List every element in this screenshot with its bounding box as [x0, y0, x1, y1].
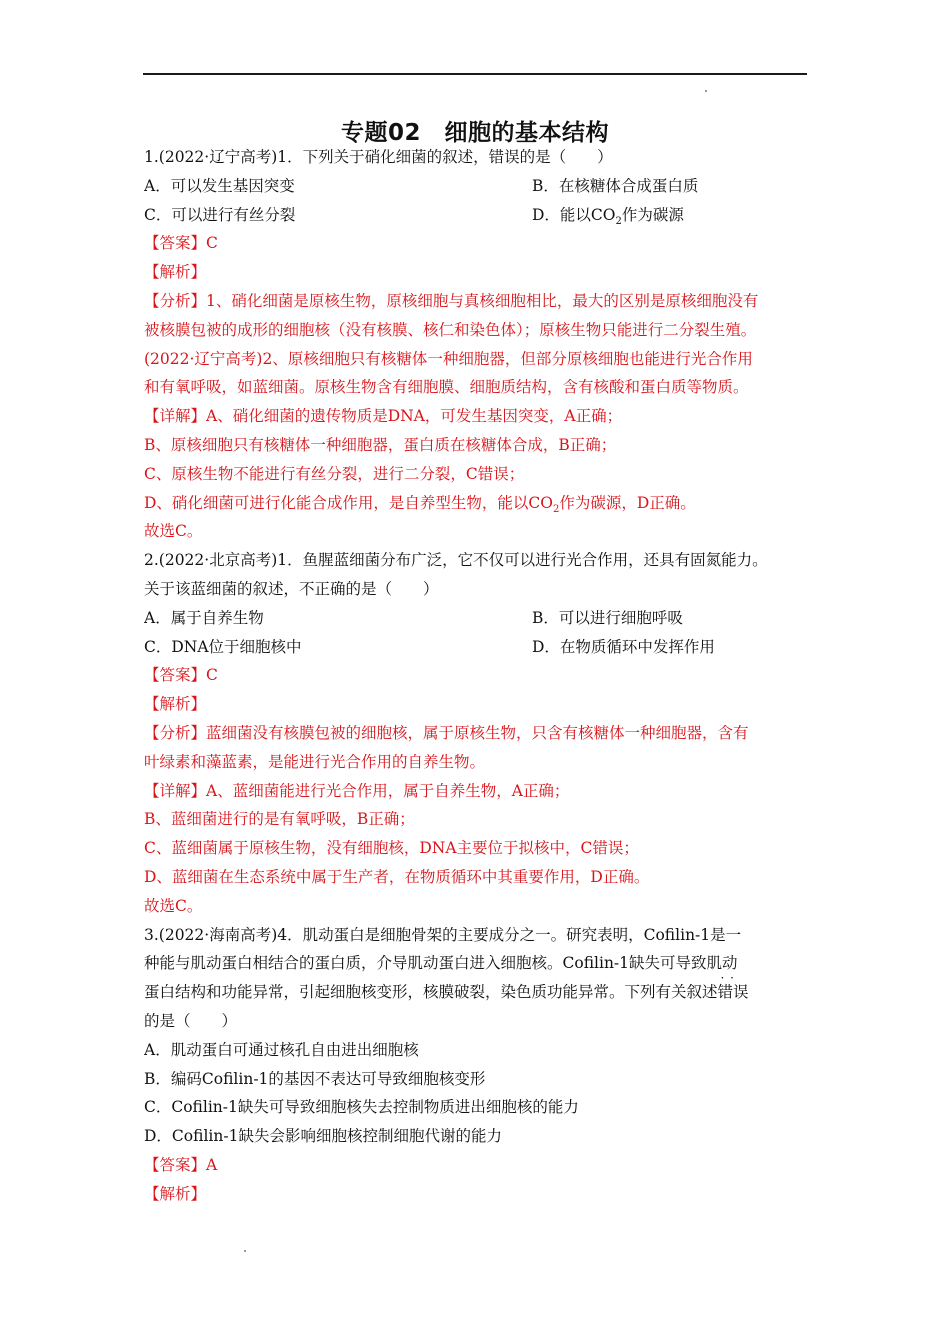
- q2-answer: 【答案】C: [144, 666, 218, 685]
- q3-stem-line-3: 蛋白结构和功能异常，引起细胞核变形，核膜破裂，染色质功能异常。下列有关叙述· · 错误: [144, 978, 809, 1007]
- q2-analysis-line: D、蓝细菌在生态系统中属于生产者，在物质循环中其重要作用，D正确。: [144, 867, 650, 886]
- q3-option-b: B．编码Cofilin-1的基因不表达可导致细胞核变形: [144, 1069, 486, 1088]
- q1-answer: 【答案】C: [144, 234, 218, 253]
- q1-analysis-label: 【解析】: [144, 263, 207, 282]
- q2-analysis-line: 叶绿素和藻蓝素，是能进行光合作用的自养生物。: [144, 752, 486, 771]
- q1-option-a: A．可以发生基因突变: [144, 176, 295, 195]
- q2-analysis-line: B、蓝细菌进行的是有氧呼吸，B正确；: [144, 810, 415, 829]
- q1-option-d: D．能以$CO_2$作为碳源: [532, 205, 684, 227]
- q1-analysis-line: C、原核生物不能进行有丝分裂，进行二分裂，C错误；: [144, 464, 525, 483]
- q1-options-row-2: [144, 201, 809, 230]
- speck-mark: [244, 1250, 246, 1252]
- q2-analysis-label: 【解析】: [144, 695, 207, 714]
- q2-option-a: A．属于自养生物: [144, 608, 264, 627]
- q2-analysis-line: 【分析】蓝细菌没有核膜包被的细胞核，属于原核生物，只含有核糖体一种细胞器，含有: [144, 723, 749, 742]
- q1-analysis-line: 【详解】A、硝化细菌的遗传物质是DNA，可发生基因突变，A正确；: [144, 407, 623, 426]
- q3-analysis-label: 【解析】: [144, 1184, 207, 1203]
- q1-detail-d: D、硝化细菌可进行化能合成作用，是自养型生物，能以$CO_2$作为碳源，D正确。: [144, 493, 696, 515]
- q1-analysis-line: 被核膜包被的成形的细胞核（没有核膜、核仁和染色体）；原核生物只能进行二分裂生殖。: [144, 320, 757, 339]
- q2-stem-line-1: 2.(2022·北京高考)1．鱼腥蓝细菌分布广泛，它不仅可以进行光合作用，还具有固氮能力。: [144, 551, 768, 570]
- q2-analysis-line: C、蓝细菌属于原核生物，没有细胞核，DNA主要位于拟核中，C错误；: [144, 839, 639, 858]
- q1-option-c: C．可以进行有丝分裂: [144, 205, 296, 224]
- q1-conclusion: 故选C。: [144, 522, 203, 541]
- q1-analysis-line: 【分析】1、硝化细菌是原核生物，原核细胞与真核细胞相比，最大的区别是原核细胞没有: [144, 291, 759, 310]
- emphasis-dots: · · 错误: [718, 978, 749, 1007]
- q3-stem-line-4: 的是（ ）: [144, 1011, 238, 1030]
- q1-option-b: B．在核糖体合成蛋白质: [532, 176, 699, 195]
- q2-option-d: D．在物质循环中发挥作用: [532, 637, 715, 656]
- document-body: [144, 143, 809, 1208]
- q2-options-row-2: [144, 633, 809, 662]
- q2-conclusion: 故选C。: [144, 896, 203, 915]
- q2-option-b: B．可以进行细胞呼吸: [532, 608, 683, 627]
- q1-stem: 1.(2022·辽宁高考)1．下列关于硝化细菌的叙述，错误的是（ ）: [144, 148, 613, 166]
- q3-stem-line-1: 3.(2022·海南高考)4．肌动蛋白是细胞骨架的主要成分之一。研究表明，Cofilin-1是一: [144, 925, 742, 944]
- q3-answer: 【答案】A: [144, 1155, 218, 1174]
- q1-analysis-line: (2022·辽宁高考)2、原核细胞只有核糖体一种细胞器，但部分原核细胞也能进行光合作用: [144, 349, 753, 368]
- page-title: 专题02 细胞的基本结构: [340, 120, 609, 146]
- q3-stem-line-2: 种能与肌动蛋白相结合的蛋白质，介导肌动蛋白进入细胞核。Cofilin-1缺失可导致肌动: [144, 954, 738, 973]
- q3-option-a: A．肌动蛋白可通过核孔自由进出细胞核: [144, 1040, 419, 1059]
- q1-options-row-1: [144, 172, 809, 201]
- q2-stem-line-2: 关于该蓝细菌的叙述，不正确的是（ ）: [144, 579, 439, 598]
- speck-mark: [705, 90, 707, 92]
- header-rule: [143, 73, 807, 75]
- q1-analysis-line: 和有氧呼吸，如蓝细菌。原核生物含有细胞膜、细胞质结构，含有核酸和蛋白质等物质。: [144, 378, 749, 397]
- q3-option-d: D．Cofilin-1缺失会影响细胞核控制细胞代谢的能力: [144, 1127, 502, 1146]
- q1-analysis-line: B、原核细胞只有核糖体一种细胞器，蛋白质在核糖体合成，B正确；: [144, 435, 617, 454]
- q2-option-c: C．DNA位于细胞核中: [144, 637, 302, 656]
- q3-option-c: C．Cofilin-1缺失可导致细胞核失去控制物质进出细胞核的能力: [144, 1098, 579, 1117]
- q2-analysis-line: 【详解】A、蓝细菌能进行光合作用，属于自养生物，A正确；: [144, 781, 570, 800]
- q2-options-row-1: [144, 604, 809, 633]
